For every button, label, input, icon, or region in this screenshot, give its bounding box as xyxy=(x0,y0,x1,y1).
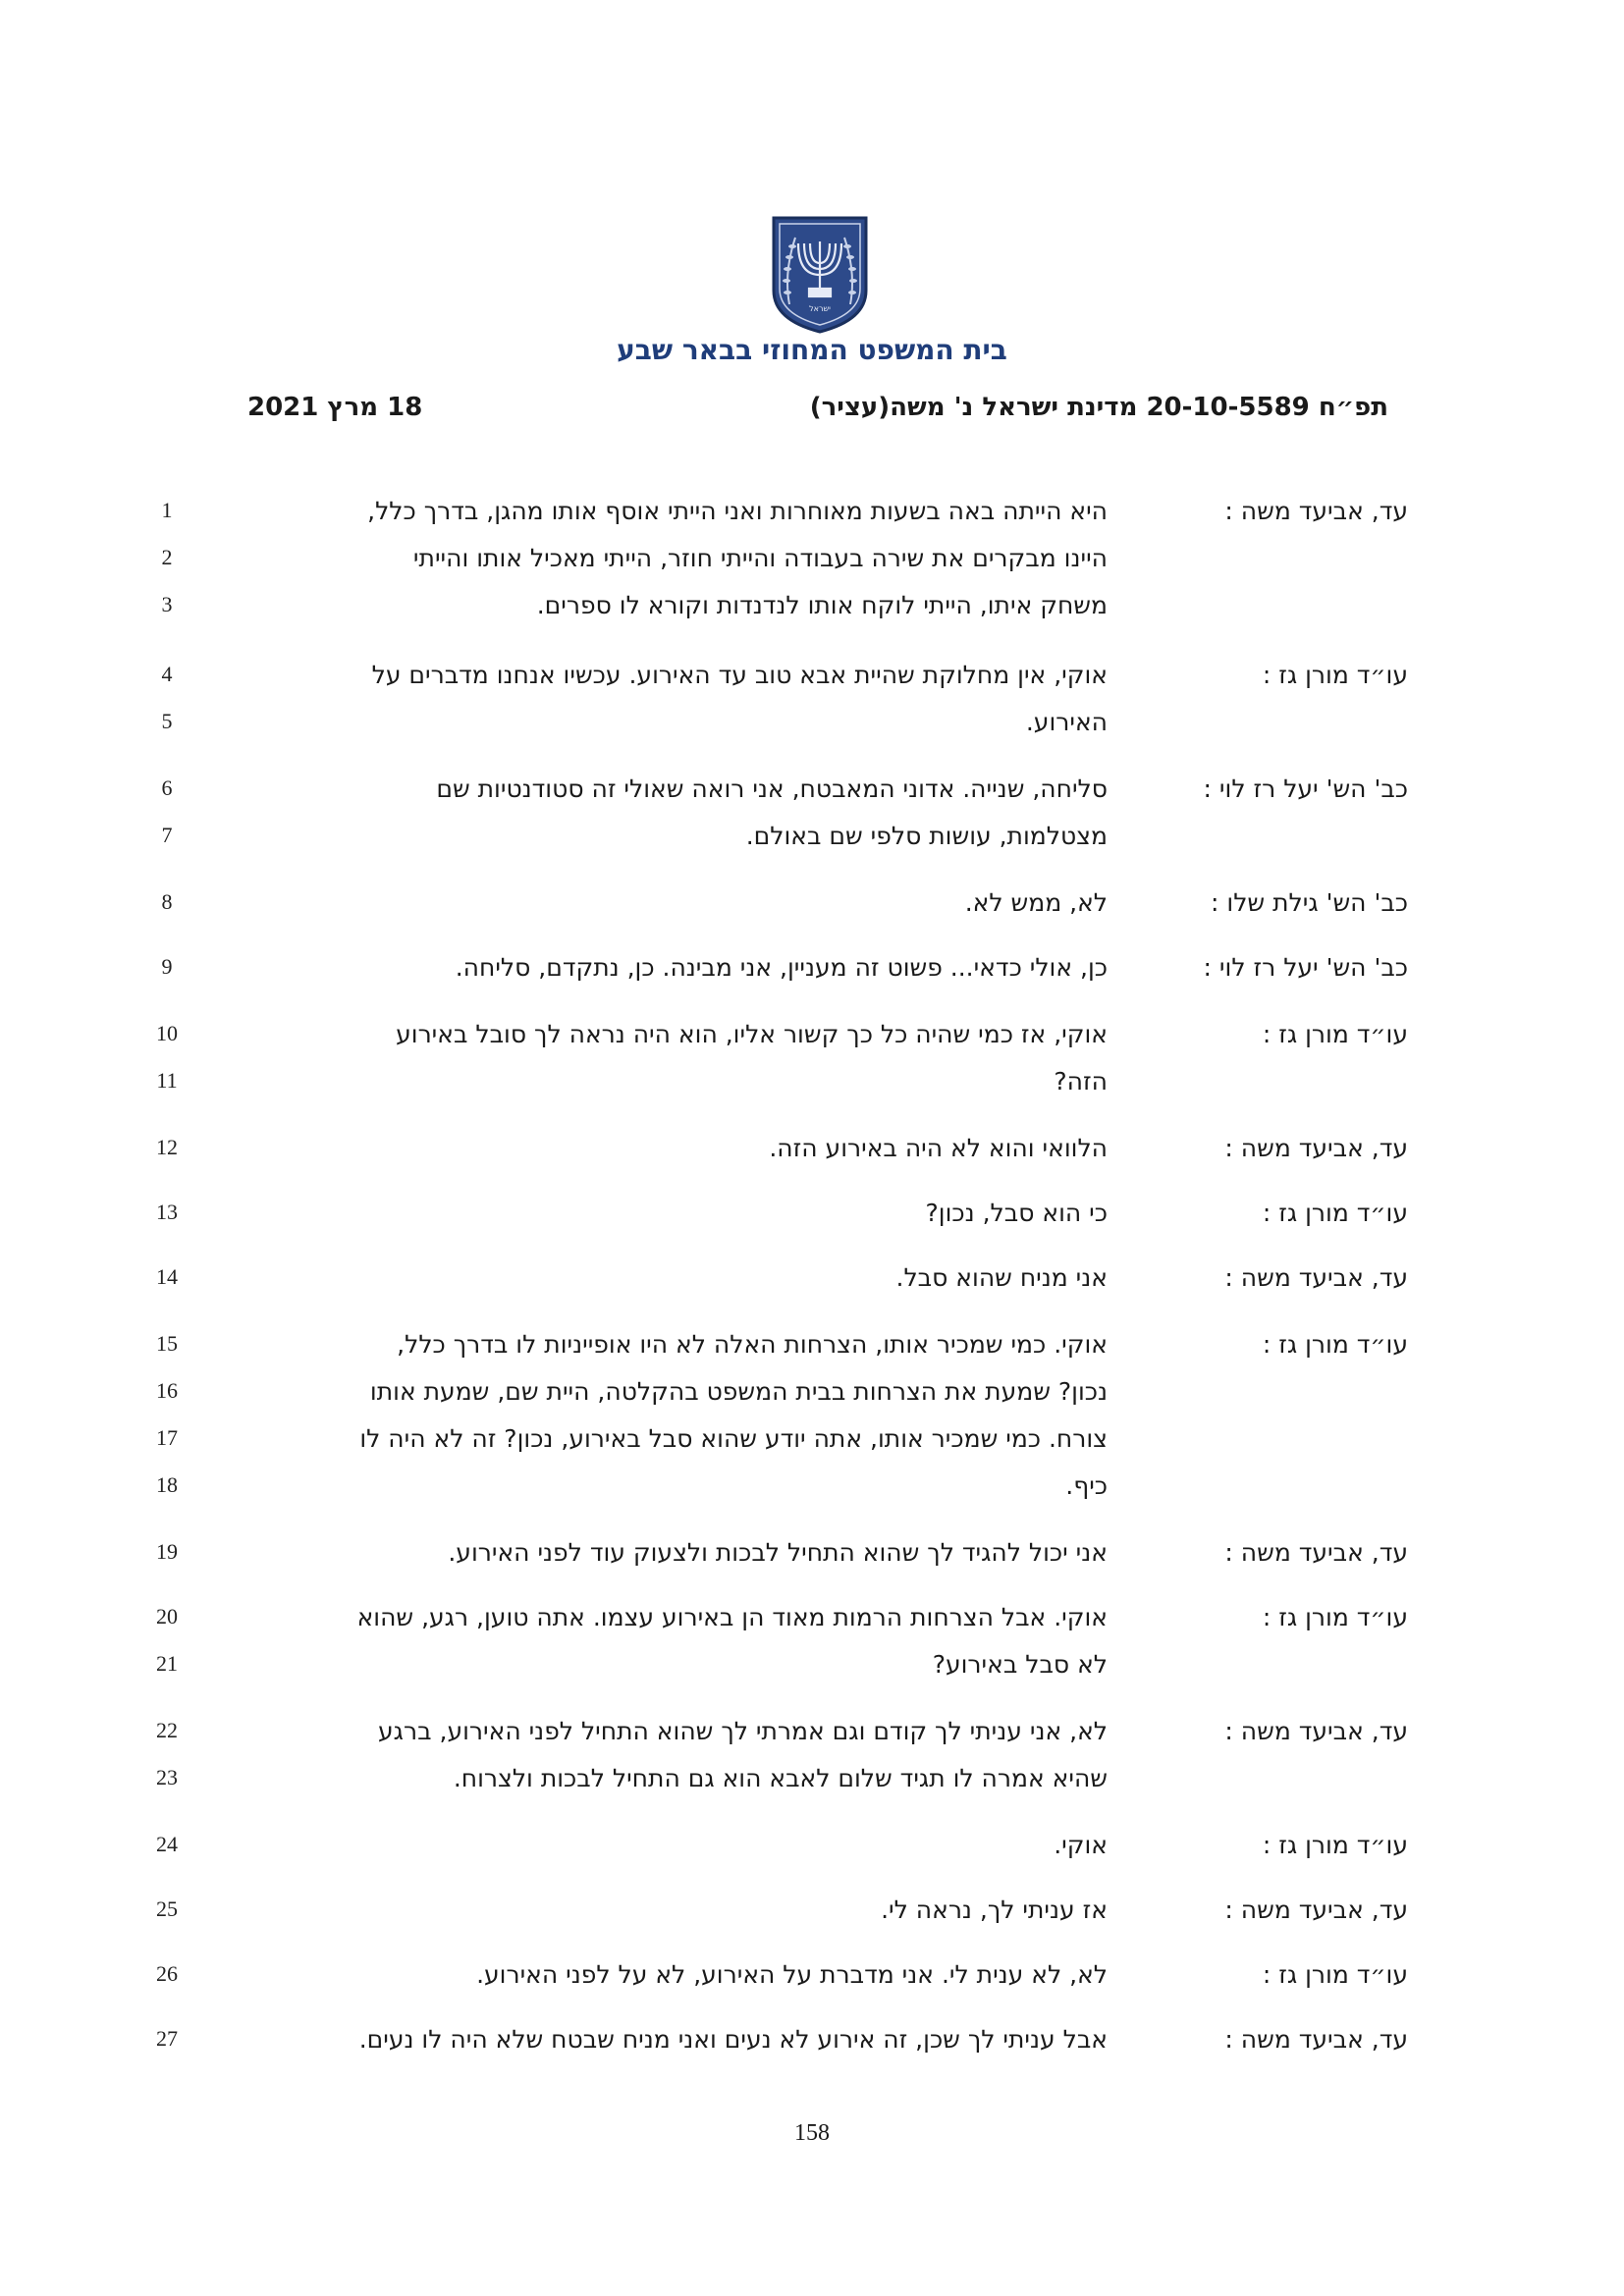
transcript-line: כיף. xyxy=(1065,1471,1108,1500)
speaker-name: עד, אביעד משה : xyxy=(1224,1896,1408,1924)
speaker-name: עו״ד מורן גז : xyxy=(1262,1330,1408,1359)
line-number: 8 xyxy=(161,889,173,914)
transcript-line: האירוע. xyxy=(1025,708,1108,736)
transcript-line: כי הוא סבל, נכון? xyxy=(925,1199,1108,1227)
line-number: 9 xyxy=(161,954,173,979)
line-number: 12 xyxy=(156,1135,178,1159)
line-number: 27 xyxy=(156,2026,178,2051)
case-number: תפ״ח 20-10-5589 מדינת ישראל נ' משה(עציר) xyxy=(809,393,1388,422)
line-number: 26 xyxy=(156,1961,178,1986)
transcript-line: אני יכול להגיד לך שהוא התחיל לבכות ולצעוק עוד לפני האירוע. xyxy=(448,1538,1108,1567)
line-number: 23 xyxy=(156,1765,178,1789)
state-emblem-icon xyxy=(770,214,870,334)
hearing-date: 18 מרץ 2021 xyxy=(247,393,423,422)
speaker-name: עו״ד מורן גז : xyxy=(1262,1960,1408,1989)
transcript-line: כן, אולי כדאי... פשוט זה מעניין, אני מבינה. כן, נתקדם, סליחה. xyxy=(455,953,1108,982)
transcript-line: היא הייתה באה בשעות מאוחרות ואני הייתי אוסף אותו מהגן, בדרך כלל, xyxy=(367,497,1108,525)
transcript-line: הזה? xyxy=(1054,1067,1108,1095)
court-name: בית המשפט המחוזי בבאר שבע xyxy=(617,334,1007,366)
line-number: 24 xyxy=(156,1832,178,1856)
speaker-name: עו״ד מורן גז : xyxy=(1262,1603,1408,1631)
line-number: 22 xyxy=(156,1718,178,1742)
speaker-name: עד, אביעד משה : xyxy=(1224,1263,1408,1292)
line-number: 4 xyxy=(161,662,173,686)
line-number: 21 xyxy=(156,1651,178,1676)
speaker-name: עד, אביעד משה : xyxy=(1224,1717,1408,1745)
transcript-line: משחק איתו, הייתי לוקח אותו לנדנדות וקורא לו ספרים. xyxy=(536,591,1108,619)
line-number: 13 xyxy=(156,1200,178,1224)
line-number: 14 xyxy=(156,1264,178,1289)
speaker-name: כב' הש' יעל רז לוי : xyxy=(1203,953,1408,982)
transcript-line: צורח. כמי שמכיר אותו, אתה יודע שהוא סבל באירוע, נכון? זה לא היה לו xyxy=(359,1424,1108,1453)
transcript-line: לא, לא ענית לי. אני מדברת על האירוע, לא על לפני האירוע. xyxy=(476,1960,1108,1989)
transcript-line: לא סבל באירוע? xyxy=(932,1650,1108,1679)
speaker-name: כב' הש' יעל רז לוי : xyxy=(1203,774,1408,803)
transcript-line: אבל עניתי לך שכן, זה אירוע לא נעים ואני מניח שבטח שלא היה לו נעים. xyxy=(358,2025,1108,2054)
svg-text:ישראל: ישראל xyxy=(809,304,831,313)
transcript-line: שהיא אמרה לו תגיד שלום לאבא הוא גם התחיל לבכות ולצרוח. xyxy=(453,1764,1108,1792)
line-number: 6 xyxy=(161,775,173,800)
transcript-line: נכון? שמעת את הצרחות בבית המשפט בהקלטה, היית שם, שמעת אותו xyxy=(369,1377,1108,1406)
line-number: 18 xyxy=(156,1472,178,1497)
speaker-name: כב' הש' גילת שלו : xyxy=(1211,888,1408,917)
speaker-name: עד, אביעד משה : xyxy=(1224,497,1408,525)
line-number: 10 xyxy=(156,1021,178,1045)
transcript-line: לא, אני עניתי לך קודם וגם אמרתי לך שהוא התחיל לפני האירוע, ברגע xyxy=(378,1717,1108,1745)
speaker-name: עו״ד מורן גז : xyxy=(1262,1831,1408,1859)
line-number: 1 xyxy=(161,498,173,522)
speaker-name: עד, אביעד משה : xyxy=(1224,2025,1408,2054)
transcript-line: היינו מבקרים את שירה בעבודה והייתי חוזר, הייתי מאכיל אותו והייתי xyxy=(412,544,1108,572)
line-number: 20 xyxy=(156,1604,178,1629)
transcript-line: לא, ממש לא. xyxy=(964,888,1108,917)
line-number: 17 xyxy=(156,1425,178,1450)
line-number: 19 xyxy=(156,1539,178,1564)
speaker-name: עו״ד מורן גז : xyxy=(1262,661,1408,689)
line-number: 11 xyxy=(156,1068,178,1093)
speaker-name: עד, אביעד משה : xyxy=(1224,1538,1408,1567)
transcript-line: סליחה, שנייה. אדוני המאבטח, אני רואה שאולי זה סטודנטיות שם xyxy=(436,774,1108,803)
transcript-line: אוקי. xyxy=(1054,1831,1108,1859)
line-number: 2 xyxy=(161,545,173,569)
transcript-line: אוקי. אבל הצרחות הרמות מאוד הן באירוע עצמו. אתה טוען, רגע, שהוא xyxy=(356,1603,1108,1631)
speaker-name: עו״ד מורן גז : xyxy=(1262,1199,1408,1227)
speaker-name: עד, אביעד משה : xyxy=(1224,1134,1408,1162)
transcript-line: מצטלמות, עושות סלפי שם באולם. xyxy=(745,822,1108,850)
transcript-line: אז עניתי לך, נראה לי. xyxy=(881,1896,1108,1924)
page-number: 158 xyxy=(794,2120,830,2146)
transcript-line: הלוואי והוא לא היה באירוע הזה. xyxy=(769,1134,1108,1162)
line-number: 16 xyxy=(156,1378,178,1403)
line-number: 7 xyxy=(161,823,173,847)
transcript-line: אוקי. כמי שמכיר אותו, הצרחות האלה לא היו אופייניות לו בדרך כלל, xyxy=(397,1330,1108,1359)
line-number: 25 xyxy=(156,1896,178,1921)
transcript-line: אני מניח שהוא סבל. xyxy=(895,1263,1108,1292)
line-number: 3 xyxy=(161,592,173,616)
transcript-line: אוקי, אז כמי שהיה כל כך קשור אליו, הוא היה נראה לך סובל באירוע xyxy=(396,1020,1108,1048)
line-number: 5 xyxy=(161,709,173,733)
transcript-line: אוקי, אין מחלוקת שהיית אבא טוב עד האירוע. עכשיו אנחנו מדברים על xyxy=(371,661,1108,689)
line-number: 15 xyxy=(156,1331,178,1356)
speaker-name: עו״ד מורן גז : xyxy=(1262,1020,1408,1048)
